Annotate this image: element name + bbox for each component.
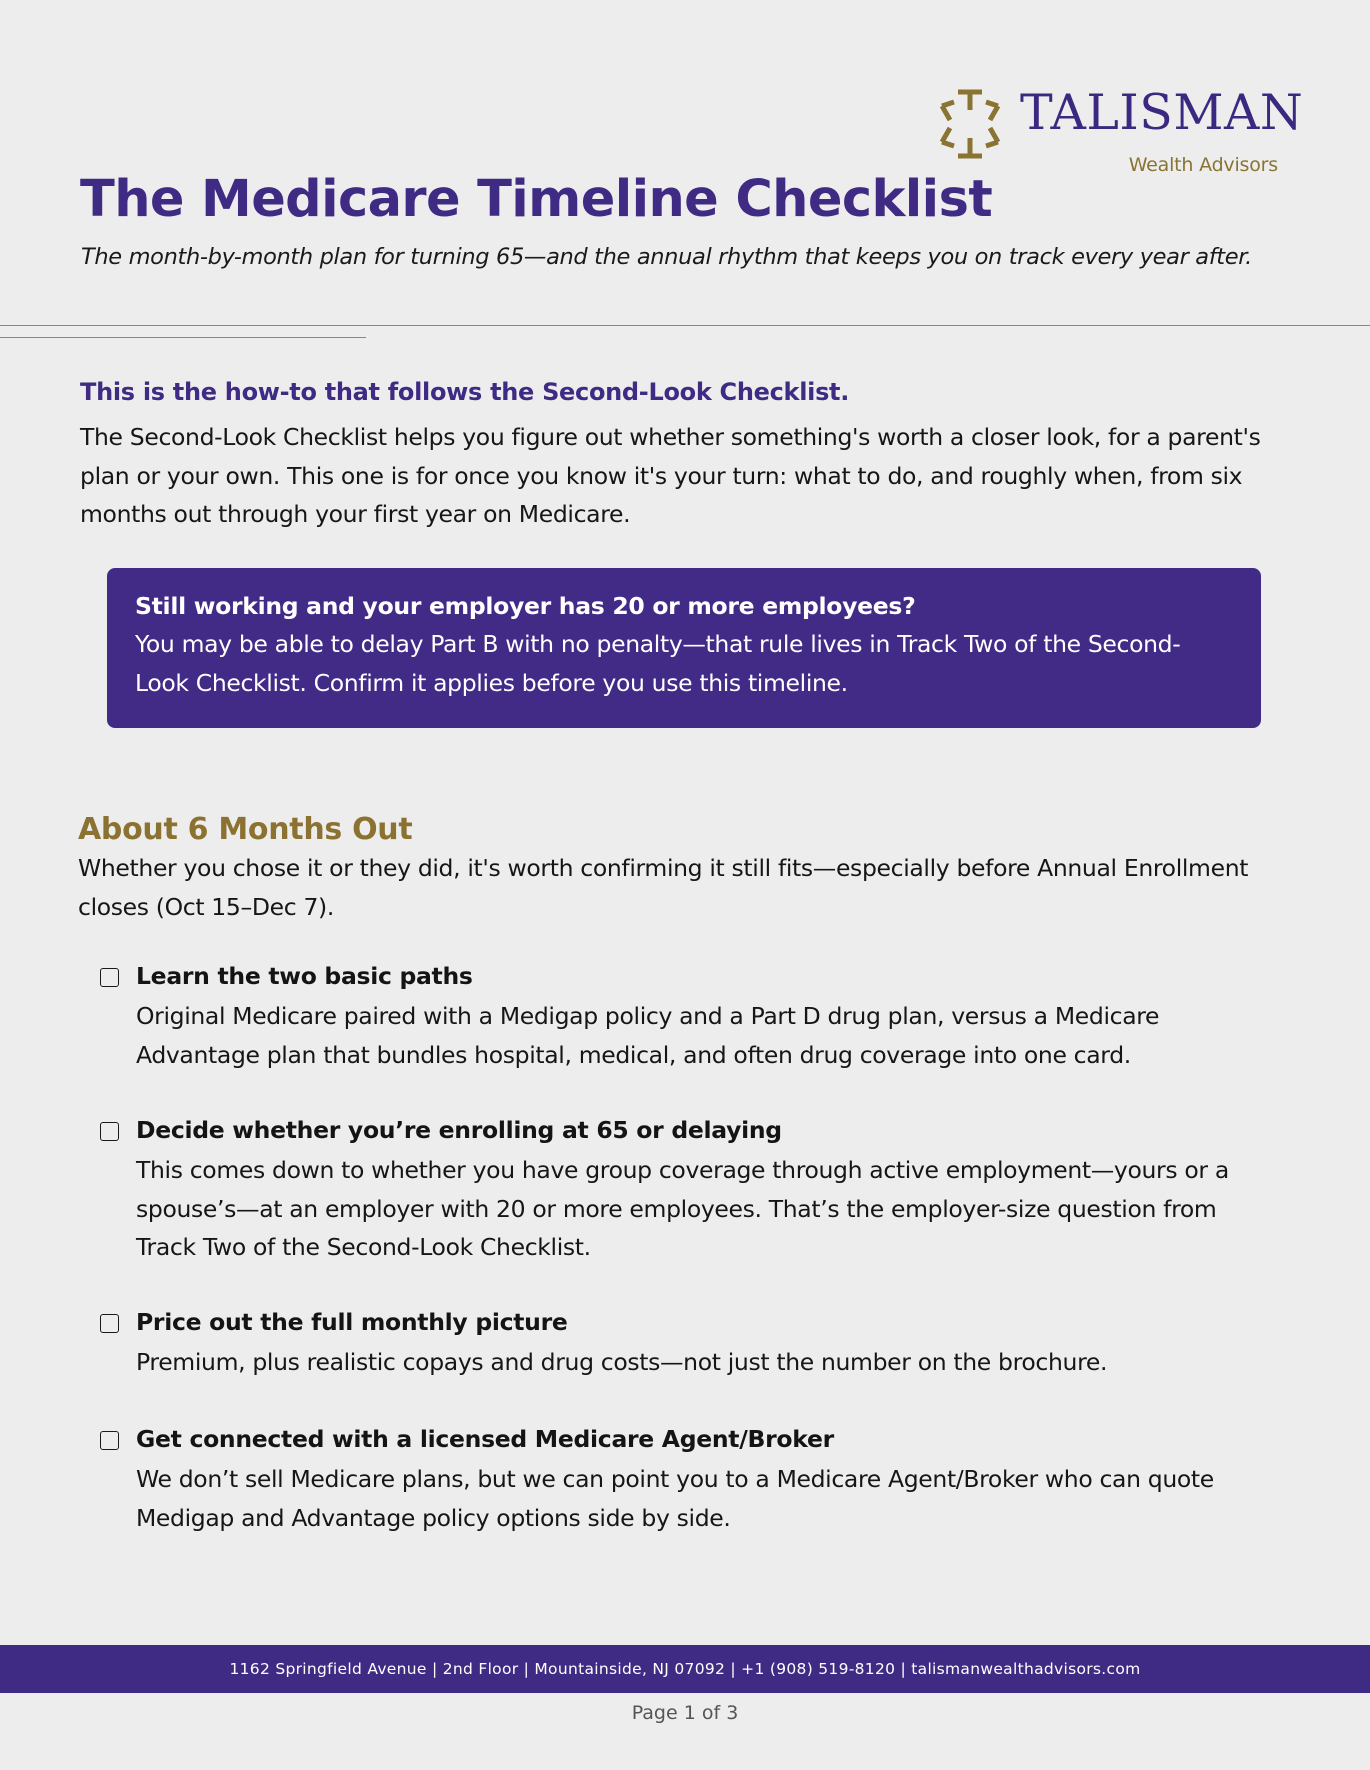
- talisman-logo: [936, 84, 1304, 182]
- divider-full: [0, 325, 1370, 326]
- checklist-item-description: Premium, plus realistic copays and drug costs—not just the number on the brochure.: [136, 1348, 1108, 1376]
- page-number: Page 1 of 3: [631, 1702, 739, 1724]
- footer-contact-bar: 1162 Springfield Avenue | 2nd Floor | Mountainside, NJ 07092 | +1 (908) 519-8120 | talismanwealthadvisors.com: [0, 1645, 1370, 1693]
- intro-heading: This is the how-to that follows the Second-Look Checklist.: [80, 378, 850, 406]
- checklist-item-title: Price out the full monthly picture: [136, 1308, 568, 1336]
- section-intro: Whether you chose it or they did, it's worth confirming it still fits—especially before Annual Enrollment closes (Oct 15–Dec 7).: [78, 854, 1249, 921]
- checklist-item-title: Decide whether you’re enrolling at 65 or delaying: [136, 1116, 782, 1144]
- checklist-item-title: Get connected with a licensed Medicare Agent/Broker: [136, 1425, 834, 1453]
- intro-body: The Second-Look Checklist helps you figure out whether something's worth a closer look, for a parent's plan or your own. This one is for once you know it's your turn: what to do, and roughly when, from six months out through your first year on Medicare.: [80, 423, 1261, 528]
- checklist-item-description: Original Medicare paired with a Medigap policy and a Part D drug plan, versus a Medicare Advantage plan that bundles hospital, medical, and often drug coverage into one card.: [136, 1002, 1160, 1069]
- page-title: The Medicare Timeline Checklist: [80, 170, 993, 229]
- employer-callout-box: [107, 568, 1261, 728]
- page-subtitle: The month-by-month plan for turning 65—and the annual rhythm that keeps you on track every year after.: [81, 244, 1252, 270]
- checkbox[interactable]: [100, 1431, 119, 1450]
- checkbox[interactable]: [100, 1314, 119, 1333]
- divider-short: [0, 337, 366, 338]
- checklist-item-description: We don’t sell Medicare plans, but we can point you to a Medicare Agent/Broker who can quote Medigap and Advantage policy options side by side.: [136, 1465, 1214, 1532]
- checkbox[interactable]: [100, 1122, 119, 1141]
- logo-wordmark: TALISMAN: [1020, 84, 1304, 141]
- section-heading: About 6 Months Out: [78, 812, 413, 847]
- callout-body: You may be able to delay Part B with no penalty—that rule lives in Track Two of the Second-Look Checklist. Confirm it applies before you use this timeline.: [135, 630, 1181, 697]
- talisman-star-mark-icon: [936, 88, 1004, 160]
- callout-heading: Still working and your employer has 20 or more employees?: [135, 592, 916, 620]
- checklist-item-description: This comes down to whether you have group coverage through active employment—yours or a spouse’s—at an employer with 20 or more employees. That’s the employer-size question from Track Two of the Second-Look Checklist.: [136, 1156, 1229, 1261]
- checklist-item-title: Learn the two basic paths: [136, 962, 473, 990]
- checkbox[interactable]: [100, 968, 119, 987]
- logo-tagline: Wealth Advisors: [1128, 154, 1278, 176]
